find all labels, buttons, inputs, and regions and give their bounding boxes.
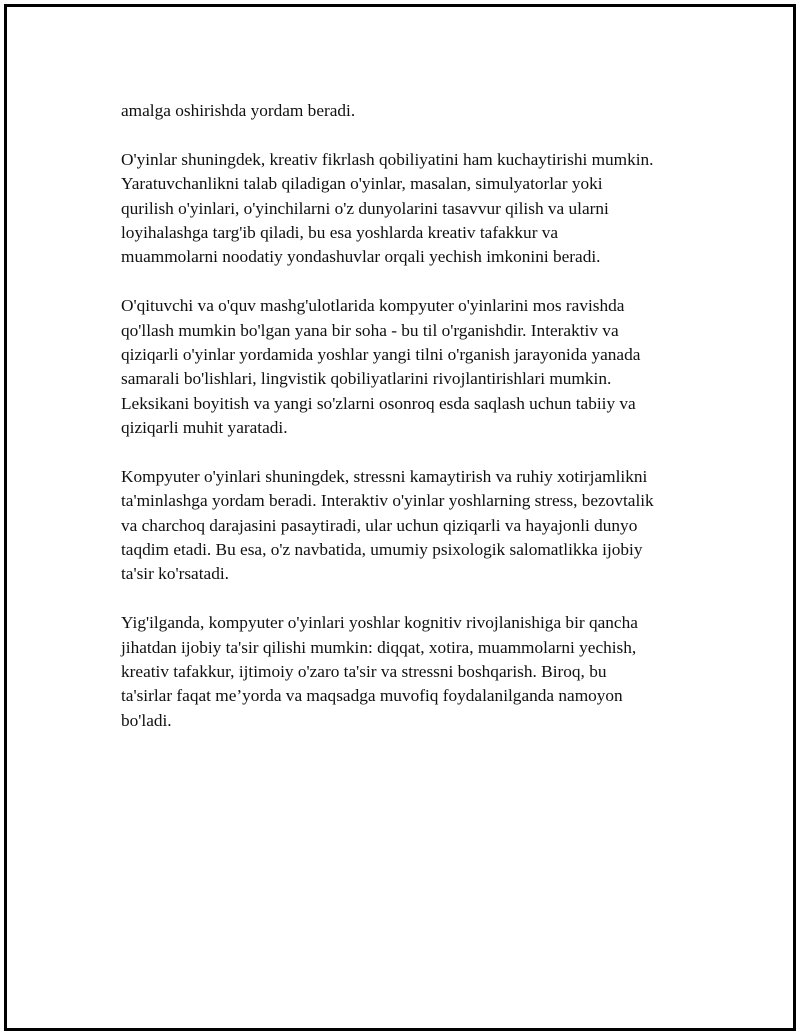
paragraph-4 <box>121 465 711 587</box>
text-line: amalga oshirishda yordam beradi. <box>121 101 356 120</box>
text-line: Leksikani boyitish va yangi so'zlarni osonroq esda saqlash uchun tabiiy va <box>121 393 636 413</box>
text-line: muammolarni noodatiy yondashuvlar orqali yechish imkonini beradi. <box>121 247 601 267</box>
text-line: loyihalashga targ'ib qiladi, bu esa yoshlarda kreativ tafakkur va <box>121 222 559 242</box>
text-line: O'qituvchi va o'quv mashg'ulotlarida kompyuter o'yinlarini mos ravishda <box>121 296 625 316</box>
paragraph-2 <box>121 148 711 270</box>
paragraph-3 <box>121 294 711 440</box>
text-line: Yig'ilganda, kompyuter o'yinlari yoshlar kognitiv rivojlanishiga bir qancha <box>121 613 638 633</box>
text-line: qiziqarli muhit yaratadi. <box>121 418 288 438</box>
text-line: Kompyuter o'yinlari shuningdek, stressni kamaytirish va ruhiy xotirjamlikni <box>121 466 648 486</box>
paragraph-1 <box>121 99 711 123</box>
text-line: qo'llash mumkin bo'lgan yana bir soha - bu til o'rganishdir. Interaktiv va <box>121 320 619 340</box>
document-body <box>121 99 711 758</box>
text-line: bo'ladi. <box>121 710 172 730</box>
text-line: ta'minlashga yordam beradi. Interaktiv o'yinlar yoshlarning stress, bezovtalik <box>121 491 654 511</box>
text-line: Yaratuvchanlikni talab qiladigan o'yinlar, masalan, simulyatorlar yoki <box>121 174 603 194</box>
text-line: O'yinlar shuningdek, kreativ fikrlash qobiliyatini ham kuchaytirishi mumkin. <box>121 149 654 169</box>
paragraph-5 <box>121 611 711 733</box>
text-line: kreativ tafakkur, ijtimoiy o'zaro ta'sir va stressni boshqarish. Biroq, bu <box>121 661 607 681</box>
text-line: qurilish o'yinlari, o'yinchilarni o'z dunyolarini tasavvur qilish va ularni <box>121 198 609 218</box>
text-line: taqdim etadi. Bu esa, o'z navbatida, umumiy psixologik salomatlikka ijobiy <box>121 540 643 560</box>
text-line: va charchoq darajasini pasaytiradi, ular uchun qiziqarli va hayajonli dunyo <box>121 515 638 535</box>
text-line: samarali bo'lishlari, lingvistik qobiliyatlarini rivojlantirishlari mumkin. <box>121 369 612 389</box>
text-line: ta'sir ko'rsatadi. <box>121 564 229 584</box>
text-line: qiziqarli o'yinlar yordamida yoshlar yangi tilni o'rganish jarayonida yanada <box>121 344 641 364</box>
text-line: jihatdan ijobiy ta'sir qilishi mumkin: diqqat, xotira, muammolarni yechish, <box>121 637 637 657</box>
text-line: ta'sirlar faqat me’yorda va maqsadga muvofiq foydalanilganda namoyon <box>121 686 623 706</box>
page-border <box>4 4 796 1031</box>
